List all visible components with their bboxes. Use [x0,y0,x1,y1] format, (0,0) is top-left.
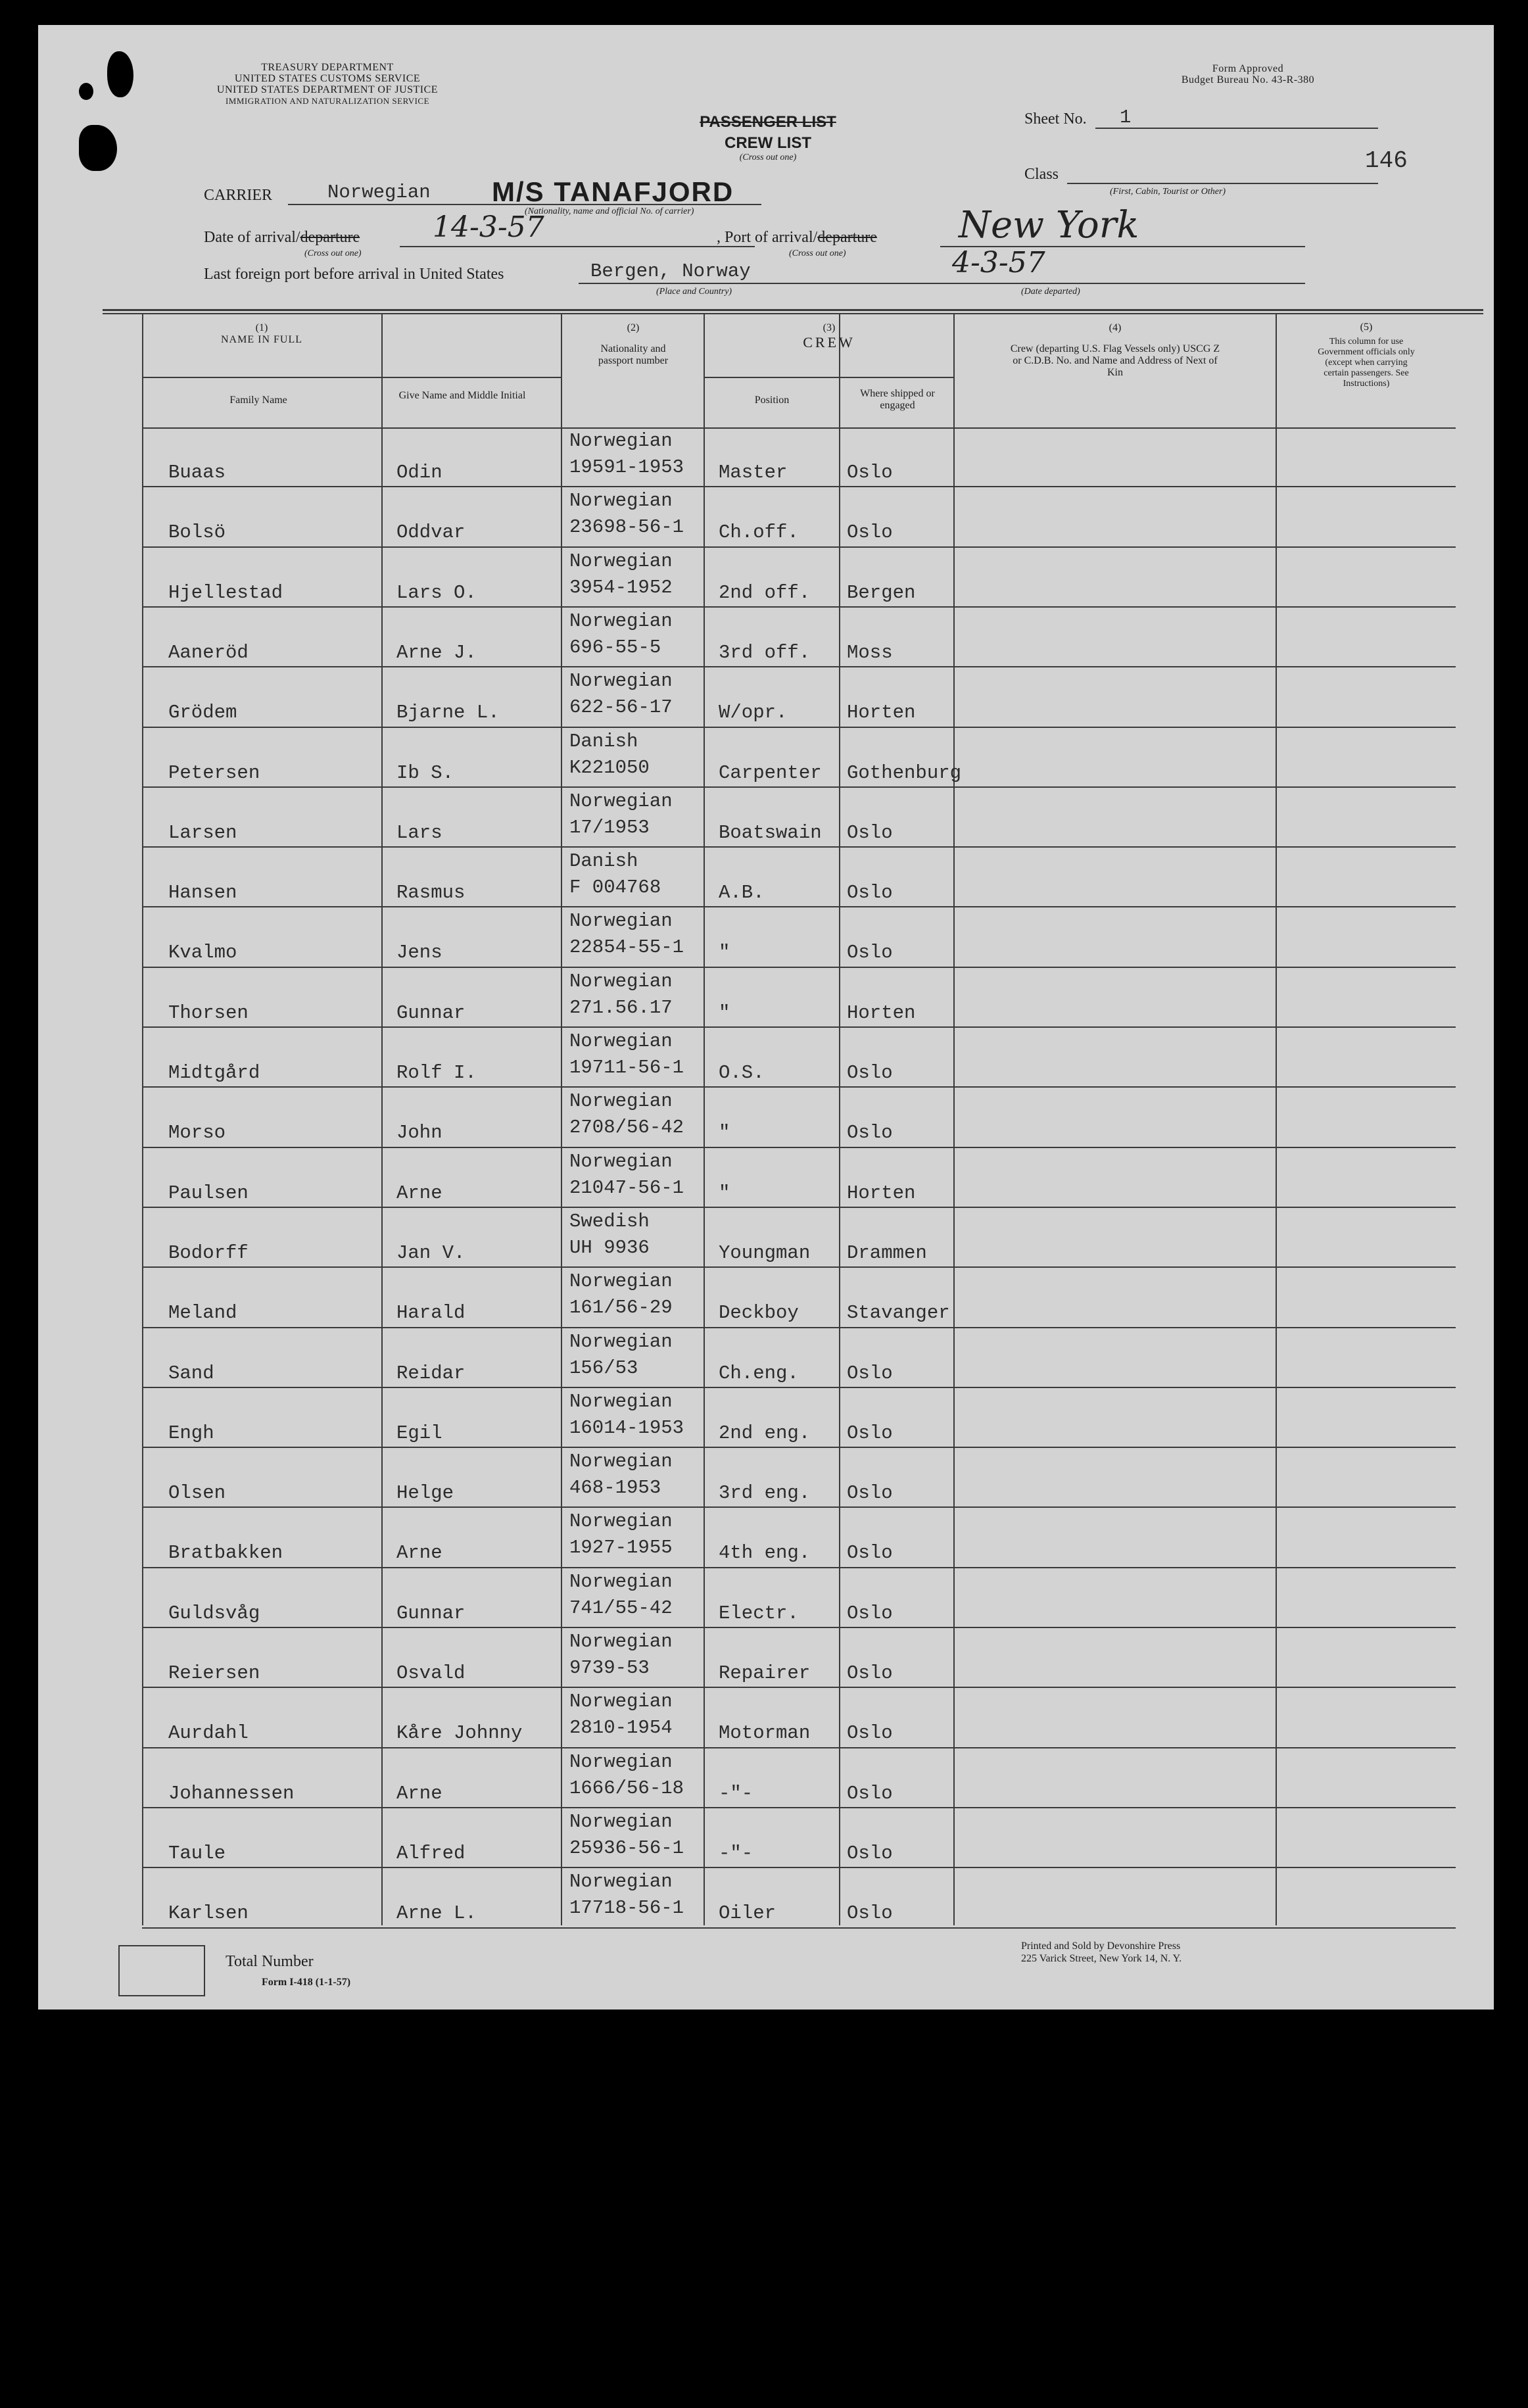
date-label-struck: departure [300,229,360,246]
given-name: Jens [396,942,442,964]
passport-number: 25936-56-1 [569,1837,684,1859]
passport-number: 3954-1952 [569,576,673,598]
position: O.S. [719,1062,765,1084]
position: Motorman [719,1722,811,1745]
row-divider [142,1506,1456,1508]
family-name: Aaneröd [168,641,249,663]
nationality: Norwegian [569,1451,673,1473]
ink-blot [107,51,133,97]
col4-header [955,322,1276,379]
family-name: Olsen [168,1482,226,1505]
where-shipped: Oslo [847,521,893,544]
given-name: Arne L. [396,1902,477,1925]
given-name: Helge [396,1482,454,1505]
row-divider [142,486,1456,487]
given-name: Arne J. [396,641,477,663]
document-page [38,25,1494,2010]
given-name: Kåre Johnny [396,1722,523,1745]
printer-address: 225 Varick Street, New York 14, N. Y. [1021,1953,1182,1964]
passport-number: 19711-56-1 [569,1057,684,1078]
passport-number: 23698-56-1 [569,516,684,539]
where-shipped: Oslo [847,1482,893,1505]
last-port-label: Last foreign port before arrival in United States [204,266,504,283]
nationality: Norwegian [569,1330,673,1353]
given-name: Rolf I. [396,1062,477,1084]
given-name: Lars [396,821,442,844]
row-divider [142,606,1456,608]
sheet-label: Sheet No. [1024,110,1087,128]
nationality: Norwegian [569,1691,673,1713]
passport-number: UH 9936 [569,1236,650,1259]
family-name: Paulsen [168,1182,249,1204]
position: 2nd off. [719,581,811,604]
row-divider [142,727,1456,728]
passport-number: F 004768 [569,877,661,899]
position: Carpenter [719,761,822,784]
nationality: Norwegian [569,490,673,512]
where-shipped: Oslo [847,1902,893,1925]
form-approved-text: Form Approved [1212,63,1284,74]
given-name-header: Give Name and Middle Initial [398,390,526,401]
where-shipped: Bergen [847,581,916,604]
class-note: (First, Cabin, Tourist or Other) [1110,187,1226,197]
col4-number: (4) [1109,322,1122,333]
where-shipped: Oslo [847,1602,893,1624]
given-name: Rasmus [396,882,466,904]
budget-bureau-text: Budget Bureau No. 43-R-380 [1181,74,1315,85]
passenger-list-struck: PASSENGER LIST [700,113,836,131]
crew-list-title: CREW LIST [725,134,811,152]
col5-number: (5) [1360,322,1373,333]
passport-number: 2708/56-42 [569,1117,684,1139]
col1-number: (1) [255,322,268,333]
nationality: Norwegian [569,1150,673,1172]
row-divider [142,1327,1456,1328]
passport-number: K221050 [569,756,650,779]
dept-line: UNITED STATES DEPARTMENT OF JUSTICE [216,84,439,95]
list-title [669,113,867,163]
given-name: Bjarne L. [396,702,500,724]
given-name: Gunnar [396,1001,466,1024]
passport-number: 17718-56-1 [569,1897,684,1919]
nationality: Norwegian [569,430,673,452]
family-name: Engh [168,1422,214,1444]
position: 2nd eng. [719,1422,811,1444]
total-number-label: Total Number [226,1953,314,1970]
passport-number: 468-1953 [569,1477,661,1499]
position: " [719,1122,730,1144]
nationality: Norwegian [569,670,673,692]
form-approval [1156,63,1340,85]
position: " [719,1001,730,1024]
nationality: Norwegian [569,1270,673,1293]
family-name: Guldsvåg [168,1602,260,1624]
col3-title: CREW [803,334,855,350]
dept-line: IMMIGRATION AND NATURALIZATION SERVICE [225,96,430,106]
row-divider [142,1387,1456,1388]
passport-number: 271.56.17 [569,996,673,1019]
position: Master [719,462,788,483]
row-divider [142,1266,1456,1268]
family-name: Petersen [168,761,260,784]
nationality: Danish [569,850,638,873]
family-name-header: Family Name [229,395,287,406]
family-name: Johannessen [168,1782,295,1804]
position-header: Position [754,395,790,406]
dept-line: TREASURY DEPARTMENT [261,62,394,73]
col3-header [705,322,953,349]
row-divider [142,1927,1456,1929]
family-name: Morso [168,1122,226,1144]
ink-blot [79,125,117,171]
position: A.B. [719,882,765,904]
passport-number: 156/53 [569,1357,638,1379]
passport-number: 19591-1953 [569,456,684,478]
family-name: Thorsen [168,1001,249,1024]
col2-title: Nationality and passport number [598,343,669,366]
row-divider [142,1147,1456,1148]
where-shipped: Oslo [847,1062,893,1084]
family-name: Reiersen [168,1662,260,1684]
position: Electr. [719,1602,799,1624]
where-shipped: Moss [847,641,893,663]
sheet-value: 1 [1120,107,1132,128]
arrival-port: New York [959,204,1139,247]
where-shipped: Oslo [847,1842,893,1864]
col3-number: (3) [823,322,836,333]
col2-header [563,322,704,367]
position: " [719,1182,730,1204]
family-name: Karlsen [168,1902,249,1925]
row-divider [142,1026,1456,1028]
where-shipped: Horten [847,702,916,724]
nationality: Swedish [569,1210,650,1232]
position: -"- [719,1842,753,1864]
where-shipped: Oslo [847,1542,893,1564]
position: Youngman [719,1241,811,1264]
class-label: Class [1024,166,1059,183]
given-name: Reidar [396,1362,466,1384]
date-label [204,229,360,247]
row-divider [142,1687,1456,1688]
col1-header [142,322,381,346]
where-shipped: Horten [847,1001,916,1024]
col1-title: NAME IN FULL [221,334,302,345]
dept-line: UNITED STATES CUSTOMS SERVICE [234,73,421,84]
where-shipped: Oslo [847,1362,893,1384]
where-shipped: Oslo [847,942,893,964]
position: 4th eng. [719,1542,811,1564]
row-divider [142,666,1456,667]
row-divider [142,786,1456,788]
nationality: Danish [569,730,638,752]
printer-info [1021,1940,1182,1965]
given-name: John [396,1122,442,1144]
given-name: Ib S. [396,761,454,784]
family-name: Bodorff [168,1241,249,1264]
port-note: (Cross out one) [789,249,846,258]
row-divider [142,1086,1456,1088]
passport-number: 21047-56-1 [569,1176,684,1199]
arrival-date: 14-3-57 [433,210,544,244]
carrier-label: CARRIER [204,187,273,204]
where-shipped: Oslo [847,1422,893,1444]
passport-number: 622-56-17 [569,696,673,719]
ink-blot [79,83,93,100]
where-shipped: Oslo [847,821,893,844]
port-label-prefix: , Port of arrival/ [717,229,818,246]
family-name: Sand [168,1362,214,1384]
given-name: Alfred [396,1842,466,1864]
where-shipped: Oslo [847,882,893,904]
given-name: Osvald [396,1662,466,1684]
position: Oiler [719,1902,776,1925]
where-shipped: Oslo [847,1782,893,1804]
title-note: (Cross out one) [739,153,797,162]
given-name: Egil [396,1422,442,1444]
family-name: Larsen [168,821,237,844]
nationality: Norwegian [569,910,673,932]
date-note: (Cross out one) [304,249,362,258]
row-divider [142,1747,1456,1748]
department-header [209,62,446,107]
nationality: Norwegian [569,1810,673,1833]
row-divider [142,1867,1456,1868]
row-divider [142,906,1456,907]
row-divider [142,967,1456,968]
family-name: Hjellestad [168,581,283,604]
last-port-note: (Place and Country) [656,287,732,297]
date-label-prefix: Date of arrival/ [204,229,300,246]
row-divider [142,1207,1456,1208]
where-shipped: Oslo [847,1722,893,1745]
nationality: Norwegian [569,1510,673,1533]
col4-title: Crew (departing U.S. Flag Vessels only) USCG Z or C.D.B. No. and Name and Address of Next of Kin [1010,343,1220,378]
position: Deckboy [719,1302,799,1324]
passport-number: 22854-55-1 [569,936,684,959]
given-name: Arne [396,1182,442,1204]
nationality: Norwegian [569,1570,673,1593]
nationality: Norwegian [569,610,673,632]
where-shipped: Oslo [847,1122,893,1144]
given-name: Harald [396,1302,466,1324]
nationality: Norwegian [569,1871,673,1893]
passport-number: 696-55-5 [569,636,661,658]
position: Ch.off. [719,521,799,544]
form-number: Form I-418 (1-1-57) [262,1977,351,1988]
family-name: Grödem [168,702,237,724]
page-number: 146 [1365,147,1408,174]
last-port-value: Bergen, Norway [590,260,751,282]
row-divider [142,1807,1456,1808]
nationality: Norwegian [569,970,673,992]
position: Ch.eng. [719,1362,799,1384]
family-name: Bolsö [168,521,226,544]
row-divider [142,1567,1456,1568]
given-name: Jan V. [396,1241,466,1264]
position: -"- [719,1782,753,1804]
nationality: Norwegian [569,1631,673,1652]
family-name: Meland [168,1302,237,1324]
given-name: Lars O. [396,581,477,604]
family-name: Taule [168,1842,226,1864]
passport-number: 741/55-42 [569,1597,673,1619]
passport-number: 1927-1955 [569,1537,673,1559]
departed-date: 4-3-57 [952,246,1045,279]
port-label [717,229,877,247]
departed-note: (Date departed) [1021,287,1080,297]
nationality: Norwegian [569,1750,673,1773]
nationality: Norwegian [569,1390,673,1412]
where-shipped: Horten [847,1182,916,1204]
family-name: Buaas [168,462,226,483]
passport-number: 161/56-29 [569,1297,673,1319]
where-shipped: Stavanger [847,1302,950,1324]
nationality: Norwegian [569,550,673,572]
where-shipped-header: Where shipped or engaged [860,388,935,411]
carrier-note: (Nationality, name and official No. of carrier) [525,206,694,216]
row-divider [142,1447,1456,1448]
family-name: Hansen [168,882,237,904]
family-name: Bratbakken [168,1542,283,1564]
position: " [719,942,730,964]
passport-number: 17/1953 [569,816,650,838]
where-shipped: Drammen [847,1241,927,1264]
carrier-nationality: Norwegian [327,181,431,203]
position: 3rd eng. [719,1482,811,1505]
given-name: Oddvar [396,521,466,544]
family-name: Aurdahl [168,1722,249,1745]
family-name: Midtgård [168,1062,260,1084]
where-shipped: Oslo [847,462,893,483]
printed-by: Printed and Sold by Devonshire Press [1021,1940,1181,1952]
position: Repairer [719,1662,811,1684]
position: W/opr. [719,702,788,724]
position: Boatswain [719,821,822,844]
col5-title: This column for use Government officials only (except when carrying certain passengers. See Instructions) [1318,337,1415,389]
port-label-struck: departure [817,229,877,246]
nationality: Norwegian [569,1090,673,1113]
family-name: Kvalmo [168,942,237,964]
nationality: Norwegian [569,790,673,812]
passport-number: 16014-1953 [569,1416,684,1439]
total-number-box [118,1945,205,1996]
passport-number: 2810-1954 [569,1717,673,1739]
given-name: Gunnar [396,1602,466,1624]
col5-header [1277,322,1456,389]
where-shipped: Oslo [847,1662,893,1684]
given-name: Arne [396,1782,442,1804]
passport-number: 1666/56-18 [569,1777,684,1799]
carrier-name: M/S TANAFJORD [492,176,734,207]
col2-number: (2) [627,322,640,333]
row-divider [142,846,1456,848]
given-name: Odin [396,462,442,483]
row-divider [142,1627,1456,1628]
given-name: Arne [396,1542,442,1564]
where-shipped: Gothenburg [847,761,962,784]
row-divider [142,546,1456,548]
position: 3rd off. [719,641,811,663]
passport-number: 9739-53 [569,1657,650,1679]
nationality: Norwegian [569,1030,673,1052]
